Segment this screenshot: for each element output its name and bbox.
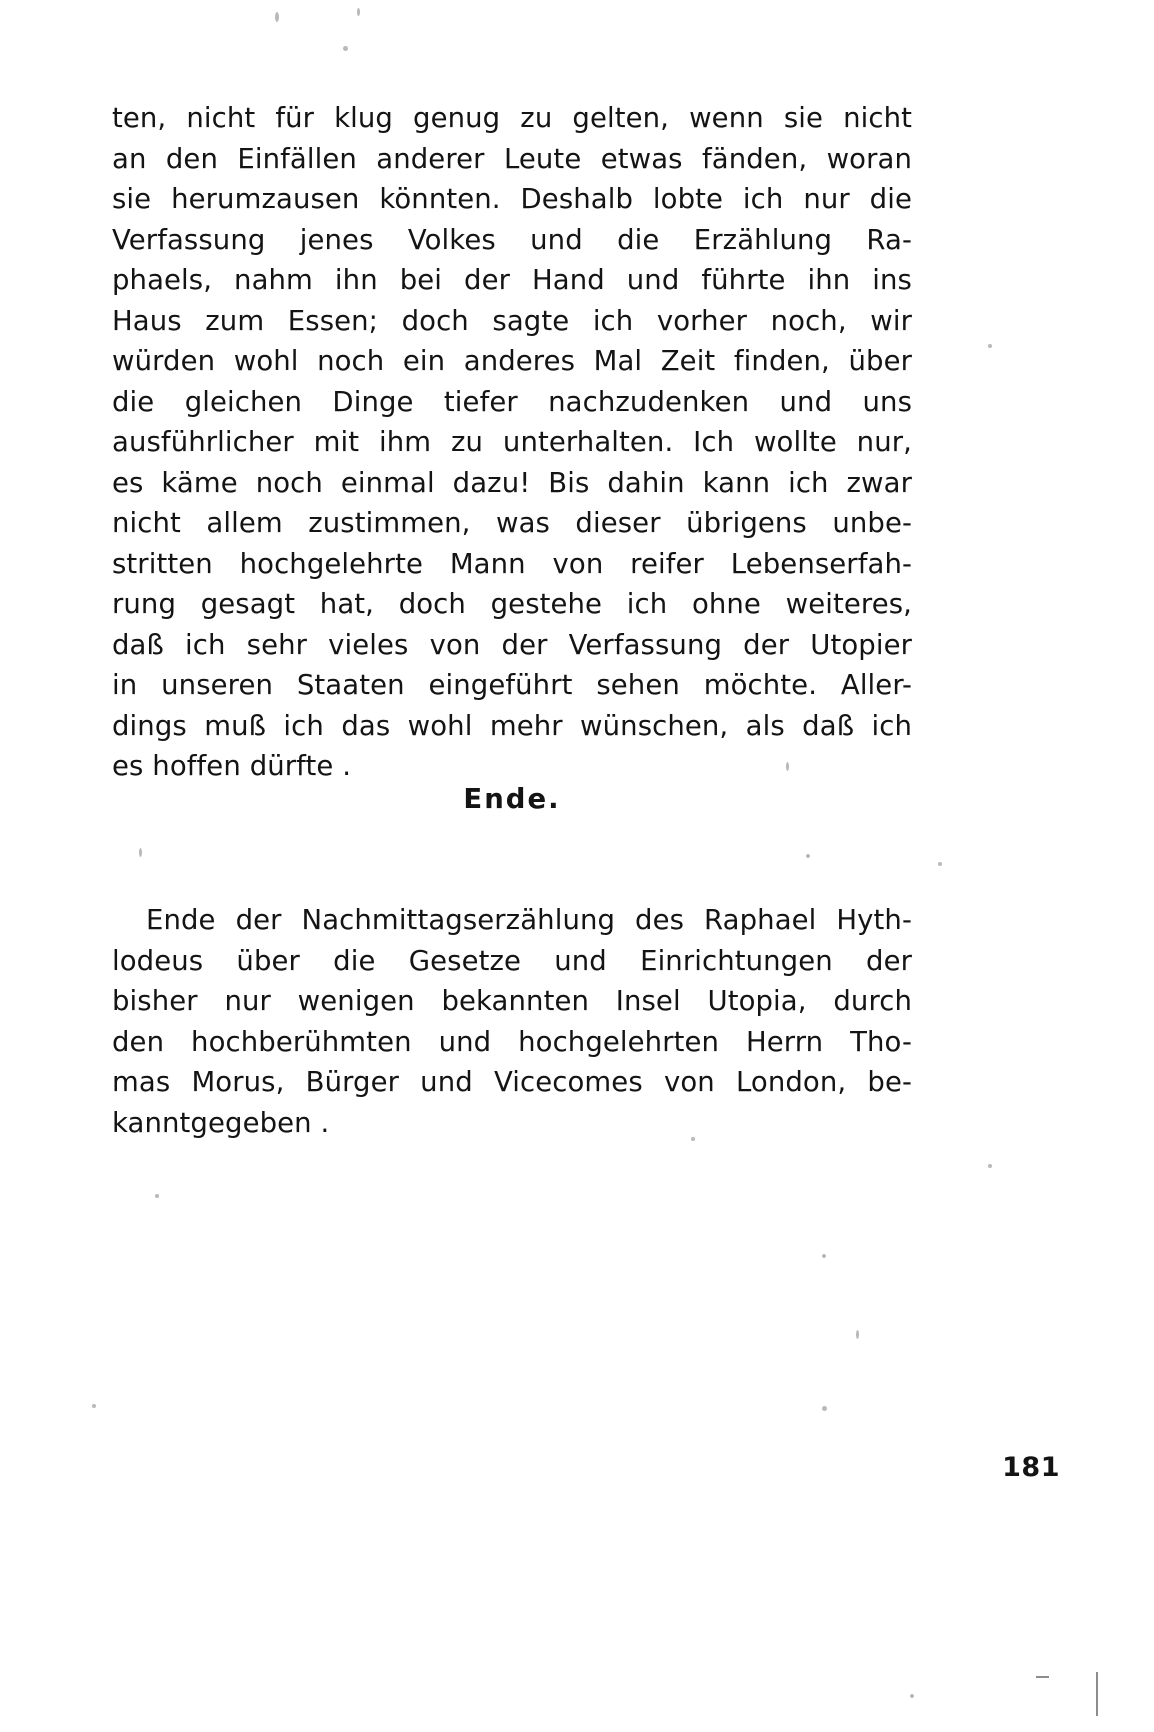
scan-speck — [275, 12, 279, 22]
page-number: 181 — [1002, 1452, 1060, 1483]
text-line: Haus zum Essen; doch sagte ich vorher noch, wir — [112, 304, 912, 337]
text-line: Ende der Nachmittagserzählung des Raphael Hyth- — [146, 904, 912, 936]
scan-speck — [856, 1330, 859, 1339]
scan-edge-mark — [1096, 1672, 1098, 1716]
scan-edge-dash — [1036, 1676, 1049, 1678]
text-line: es käme noch einmal dazu! Bis dahin kann ich zwar — [112, 466, 912, 499]
text-line: dings muß ich das wohl mehr wünschen, als daß ich — [112, 709, 912, 742]
body-paragraph-1 — [112, 98, 912, 787]
text-line: lodeus über die Gesetze und Einrichtungen der — [112, 944, 912, 977]
end-marker: Ende. — [463, 783, 561, 815]
text-line: stritten hochgelehrte Mann von reifer Lebenserfah- — [112, 547, 912, 580]
text-line: phaels, nahm ihn bei der Hand und führte ihn ins — [112, 264, 912, 296]
text-line: die gleichen Dinge tiefer nachzudenken und uns — [112, 385, 912, 418]
scan-speck — [343, 46, 348, 51]
text-line: ausführlicher mit ihm zu unterhalten. Ich wollte nur, — [112, 426, 912, 458]
text-line: rung gesagt hat, doch gestehe ich ohne weiteres, — [112, 588, 912, 620]
scan-speck — [910, 1694, 914, 1698]
text-line: kanntgegeben . — [112, 1106, 330, 1139]
text-line: daß ich sehr vieles von der Verfassung der Utopier — [112, 628, 912, 661]
scan-speck — [822, 1254, 826, 1258]
scan-speck — [938, 862, 942, 866]
scan-speck — [357, 8, 360, 16]
text-line: nicht allem zustimmen, was dieser übrigens unbe- — [112, 507, 912, 539]
text-line: mas Morus, Bürger und Vicecomes von London, be- — [112, 1066, 912, 1098]
text-line: Verfassung jenes Volkes und die Erzählung Ra- — [112, 223, 912, 256]
scan-speck — [139, 848, 142, 857]
scan-speck — [988, 1164, 992, 1168]
scan-speck — [822, 1406, 827, 1411]
text-line: würden wohl noch ein anderes Mal Zeit finden, über — [112, 345, 912, 377]
text-line: es hoffen dürfte . — [112, 750, 352, 782]
text-line: in unseren Staaten eingeführt sehen möchte. Aller- — [112, 669, 912, 701]
text-line: sie herumzausen könnten. Deshalb lobte ich nur die — [112, 183, 912, 215]
text-line: an den Einfällen anderer Leute etwas fänden, woran — [112, 142, 912, 175]
scan-speck — [988, 344, 992, 348]
text-line: den hochberühmten und hochgelehrten Herrn Tho- — [112, 1025, 912, 1058]
scan-speck — [155, 1194, 159, 1198]
scan-speck — [92, 1404, 96, 1408]
text-line: bisher nur wenigen bekannten Insel Utopia, durch — [112, 985, 912, 1017]
scan-speck — [806, 854, 810, 858]
body-paragraph-2 — [112, 900, 912, 1143]
text-line: ten, nicht für klug genug zu gelten, wenn sie nicht — [112, 102, 912, 134]
